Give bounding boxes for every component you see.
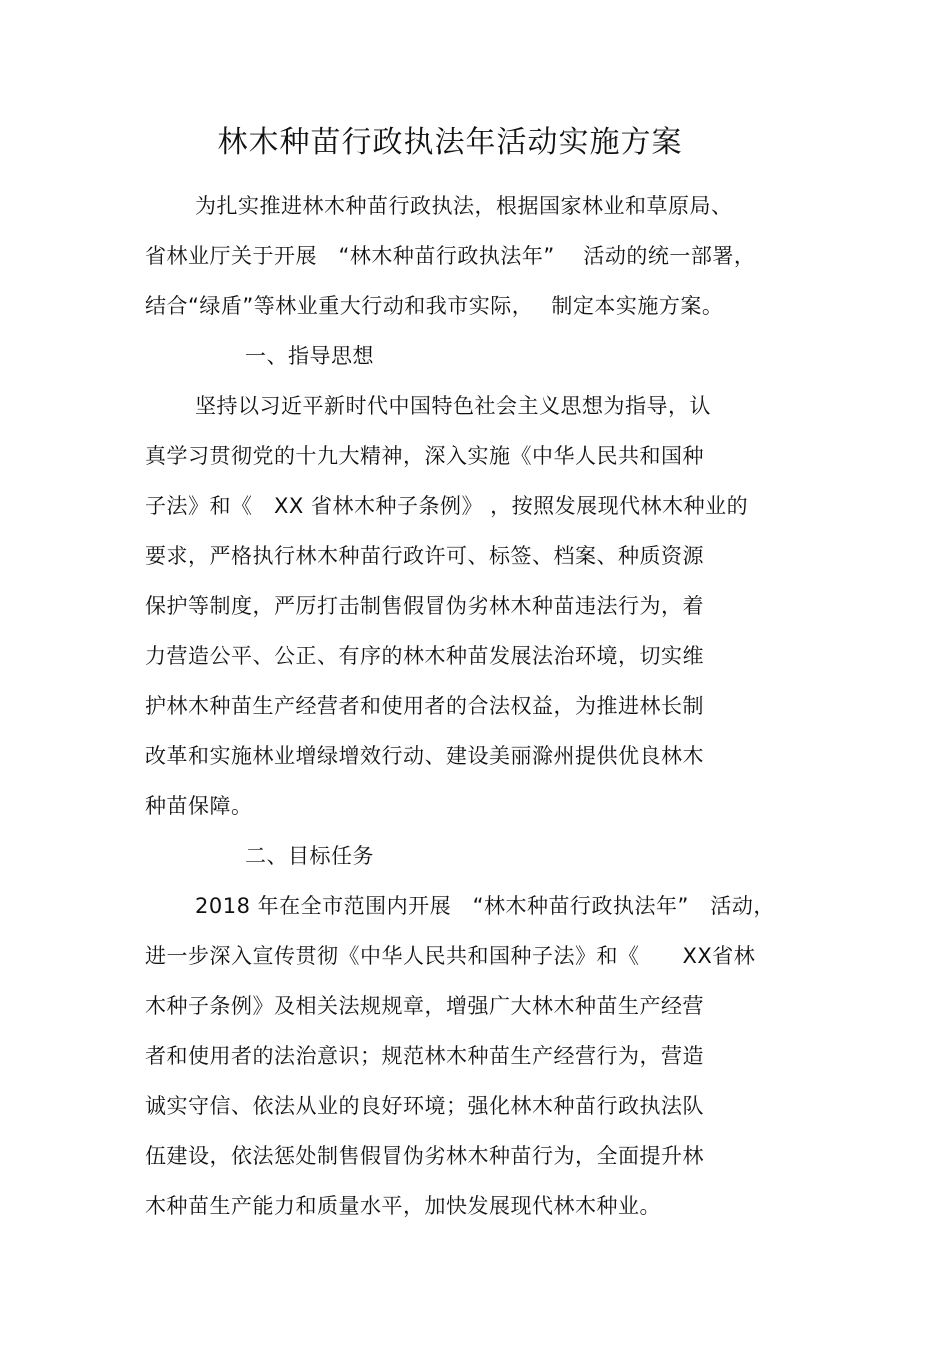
section1-line-2: 真学习贯彻党的十九大精神，深入实施《中华人民共和国种 — [145, 444, 704, 468]
section1-line-8: 改革和实施林业增绿增效行动、建设美丽滁州提供优良林木 — [145, 744, 704, 768]
section2-line-5: 诚实守信、依法从业的良好环境；强化林木种苗行政执法队 — [145, 1094, 704, 1118]
section2-line-7: 木种苗生产能力和质量水平，加快发展现代林木种业。 — [145, 1194, 661, 1218]
section1-line-6: 力营造公平、公正、有序的林木种苗发展法治环境，切实维 — [145, 644, 704, 668]
section2-line-6: 伍建设，依法惩处制售假冒伪劣林木种苗行为，全面提升林 — [145, 1144, 704, 1168]
intro-line-3: 结合“绿盾”等林业重大行动和我市实际， 制定本实施方案。 — [145, 294, 724, 318]
section2-line-1: 2018 年在全市范围内开展 “林木种苗行政执法年” 活动， — [195, 894, 775, 918]
section-heading-objectives: 二、目标任务 — [245, 844, 374, 868]
section2-line-4: 者和使用者的法治意识；规范林木种苗生产经营行为，营造 — [145, 1044, 704, 1068]
section1-line-3: 子法》和《 XX 省林木种子条例》 ，按照发展现代林木种业的 — [145, 494, 749, 518]
section1-line-1: 坚持以习近平新时代中国特色社会主义思想为指导，认 — [195, 394, 711, 418]
section-heading-guiding-thought: 一、指导思想 — [245, 344, 374, 368]
intro-line-1: 为扎实推进林木种苗行政执法，根据国家林业和草原局、 — [195, 194, 733, 218]
section1-line-7: 护林木种苗生产经营者和使用者的合法权益，为推进林长制 — [145, 694, 704, 718]
section1-line-9: 种苗保障。 — [145, 794, 253, 818]
document-title: 林木种苗行政执法年活动实施方案 — [217, 125, 683, 160]
section2-line-2: 进一步深入宣传贯彻《中华人民共和国种子法》和《 XX省林 — [145, 944, 756, 968]
intro-line-2: 省林业厅关于开展 “林木种苗行政执法年” 活动的统一部署， — [145, 244, 756, 268]
section1-line-5: 保护等制度，严厉打击制售假冒伪劣林木种苗违法行为，着 — [145, 594, 704, 618]
section1-line-4: 要求，严格执行林木种苗行政许可、标签、档案、种质资源 — [145, 544, 704, 568]
section2-line-3: 木种子条例》及相关法规规章，增强广大林木种苗生产经营 — [145, 994, 704, 1018]
